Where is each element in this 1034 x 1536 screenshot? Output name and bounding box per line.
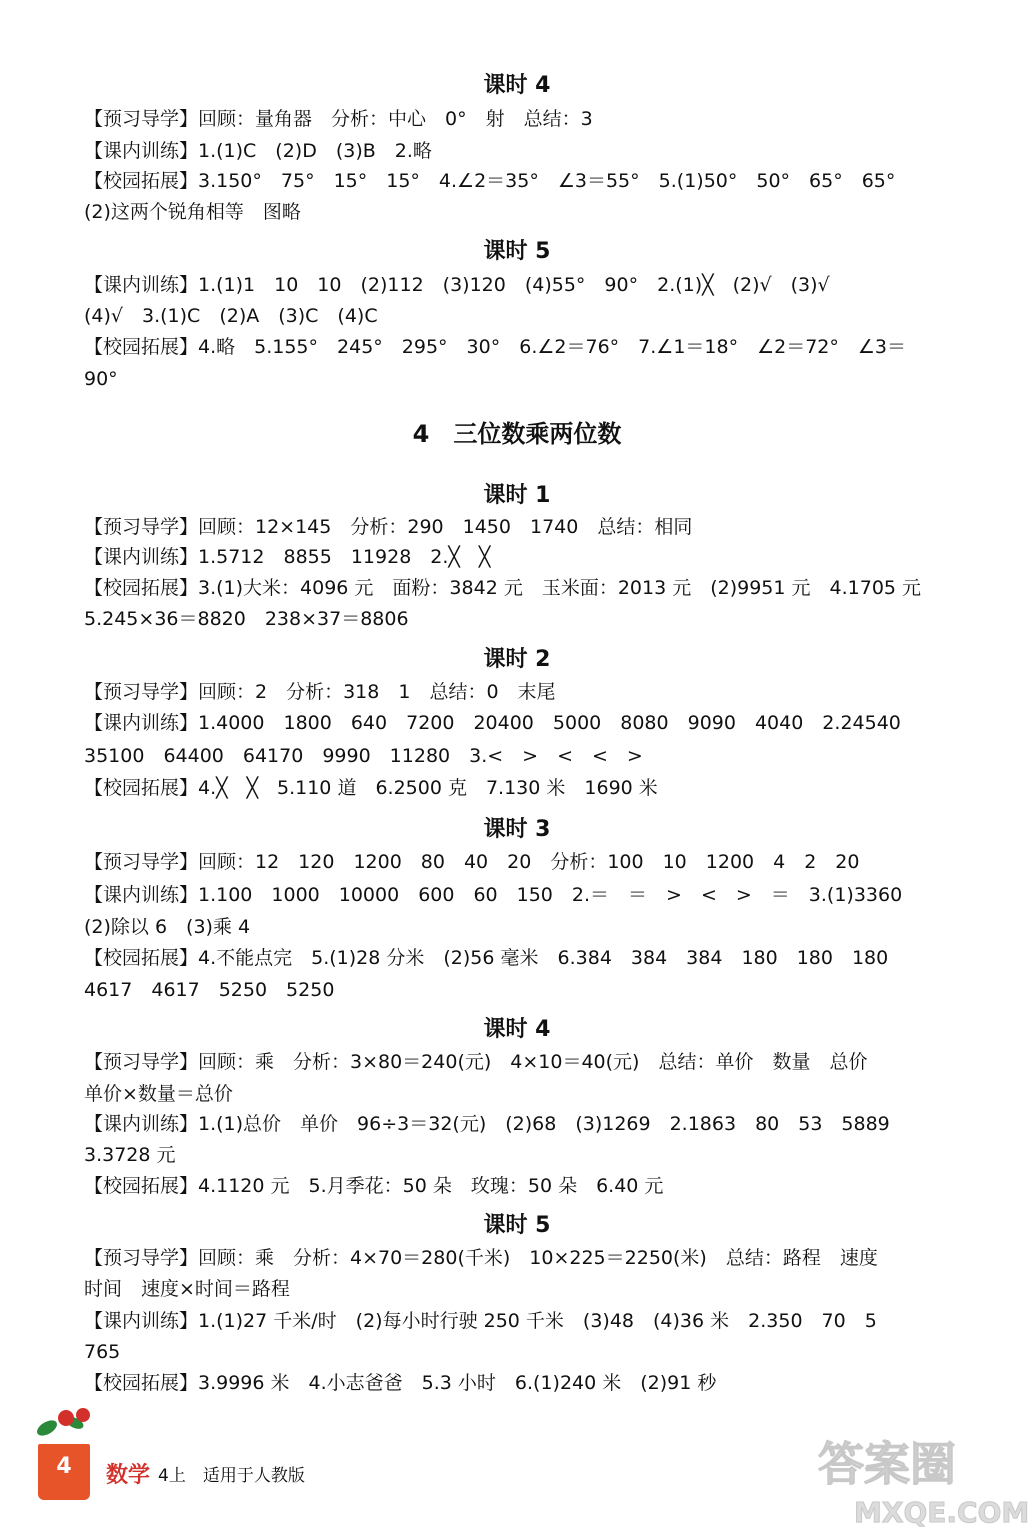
answer-line: 【预习导学】回顾：乘 分析：4×70＝280(千米) 10×225＝2250(米) 总结：路程 速度 <box>84 1247 878 1269</box>
berry-icon <box>76 1408 90 1422</box>
answer-line: 单价×数量＝总价 <box>84 1083 233 1105</box>
berry-icon <box>58 1410 74 1426</box>
answer-line: 【校园拓展】3.150° 75° 15° 15° 4.∠2＝35° ∠3＝55° 5.(1)50° 50° 65° 65° <box>84 170 896 192</box>
grade-edition: 4上 适用于人教版 <box>158 1466 305 1486</box>
answer-line: 【校园拓展】4.不能点完 5.(1)28 分米 (2)56 毫米 6.384 384 384 180 180 180 <box>84 947 889 969</box>
answer-line: 【预习导学】回顾：12×145 分析：290 1450 1740 总结：相同 <box>84 516 693 538</box>
answer-line: 4617 4617 5250 5250 <box>84 979 335 1001</box>
page-footer <box>30 1416 390 1526</box>
leaf-icon <box>34 1417 59 1438</box>
answer-line: (4)√ 3.(1)C (2)A (3)C (4)C <box>84 305 378 327</box>
answer-line: 90° <box>84 368 118 390</box>
lesson-heading-4b: 课时 4 <box>483 1017 551 1042</box>
answer-line: 3.3728 元 <box>84 1144 176 1166</box>
answer-line: (2)这两个锐角相等 图略 <box>84 201 301 223</box>
lesson-heading-3: 课时 3 <box>483 817 551 842</box>
page-number: 4 <box>56 1454 72 1479</box>
chapter-heading: 4 三位数乘两位数 <box>412 420 622 448</box>
answer-line: 【校园拓展】3.(1)大米：4096 元 面粉：3842 元 玉米面：2013 元 (2)9951 元 4.1705 元 <box>84 577 922 599</box>
answer-line: 【课内训练】1.5712 8855 11928 2.╳ ╳ <box>84 546 491 568</box>
answer-line: 【课内训练】1.(1)27 千米/时 (2)每小时行驶 250 千米 (3)48 (4)36 米 2.350 70 5 <box>84 1310 877 1332</box>
subject-title: 数学 <box>106 1463 151 1488</box>
answer-line: 【预习导学】回顾：2 分析：318 1 总结：0 末尾 <box>84 681 556 703</box>
answer-line: 【课内训练】1.(1)1 10 10 (2)112 (3)120 (4)55° 90° 2.(1)╳ (2)√ (3)√ <box>84 274 830 296</box>
answer-line: 5.245×36＝8820 238×37＝8806 <box>84 608 409 630</box>
answer-line: (2)除以 6 (3)乘 4 <box>84 916 251 938</box>
lesson-heading-4: 课时 4 <box>483 73 551 98</box>
answer-line: 35100 64400 64170 9990 11280 3.< > < < > <box>84 745 643 767</box>
answer-line: 时间 速度×时间＝路程 <box>84 1278 290 1300</box>
answer-line: 【校园拓展】4.1120 元 5.月季花：50 朵 玫瑰：50 朵 6.40 元 <box>84 1175 664 1197</box>
answer-line: 765 <box>84 1341 121 1363</box>
lesson-heading-5b: 课时 5 <box>483 1213 551 1238</box>
answer-line: 【预习导学】回顾：12 120 1200 80 40 20 分析：100 10 1200 4 2 20 <box>84 851 860 873</box>
watermark-bottom: MXQE.COM <box>854 1496 1030 1529</box>
answer-line: 【校园拓展】3.9996 米 4.小志爸爸 5.3 小时 6.(1)240 米 (2)91 秒 <box>84 1372 717 1394</box>
answer-line: 【校园拓展】4.略 5.155° 245° 295° 30° 6.∠2＝76° 7.∠1＝18° ∠2＝72° ∠3＝ <box>84 336 907 358</box>
lesson-heading-2: 课时 2 <box>483 647 551 672</box>
lesson-heading-1: 课时 1 <box>483 483 551 508</box>
answer-line: 【课内训练】1.4000 1800 640 7200 20400 5000 8080 9090 4040 2.24540 <box>84 712 901 734</box>
answer-line: 【课内训练】1.(1)总价 单价 96÷3＝32(元) (2)68 (3)1269 2.1863 80 53 5889 <box>84 1113 890 1135</box>
answer-line: 【课内训练】1.(1)C (2)D (3)B 2.略 <box>84 140 432 162</box>
watermark-top: 答案圈 <box>818 1437 956 1491</box>
watermark-logo-icon <box>810 1424 1030 1530</box>
answer-line: 【预习导学】回顾：量角器 分析：中心 0° 射 总结：3 <box>84 108 593 130</box>
answer-line: 【课内训练】1.100 1000 10000 600 60 150 2.＝ ＝ > < > ＝ 3.(1)3360 <box>84 884 903 906</box>
answer-line: 【校园拓展】4.╳ ╳ 5.110 道 6.2500 克 7.130 米 1690 米 <box>84 777 658 799</box>
watermark-logo <box>810 1424 1030 1530</box>
lesson-heading-5: 课时 5 <box>483 239 551 264</box>
answer-line: 【预习导学】回顾：乘 分析：3×80＝240(元) 4×10＝40(元) 总结：单价 数量 总价 <box>84 1051 868 1073</box>
